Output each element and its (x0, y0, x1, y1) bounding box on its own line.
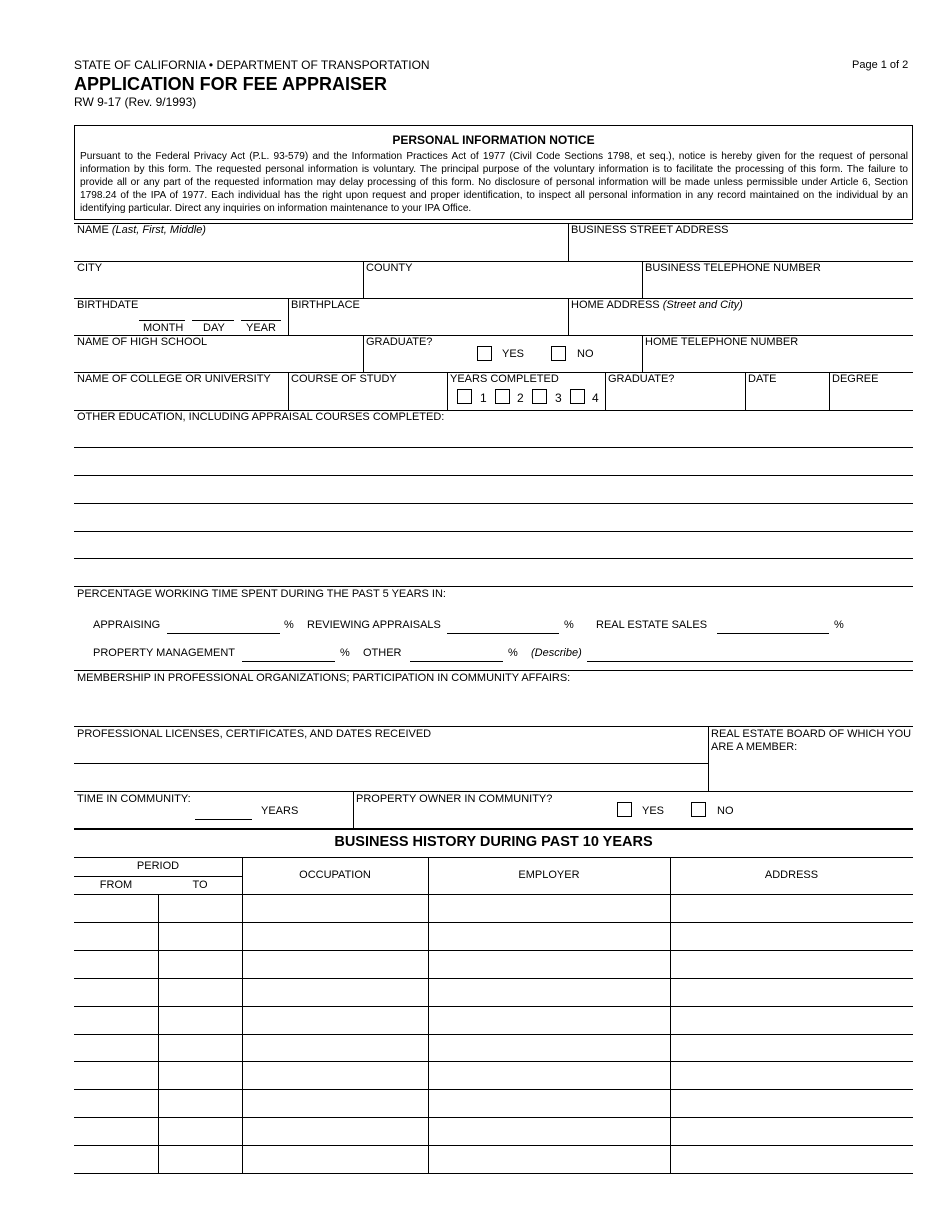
table-row[interactable] (74, 1089, 913, 1090)
other-describe-input[interactable] (587, 661, 913, 662)
property-owner-label: PROPERTY OWNER IN COMMUNITY? (356, 793, 553, 805)
city-field[interactable]: CITY (77, 262, 103, 274)
years-completed-2-label: 2 (517, 391, 524, 405)
years-completed-1-label: 1 (480, 391, 487, 405)
property-owner-no-label: NO (717, 805, 734, 817)
home-telephone-field[interactable]: HOME TELEPHONE NUMBER (645, 336, 799, 348)
high-school-graduate-no-checkbox[interactable] (551, 346, 566, 361)
agency-line: STATE OF CALIFORNIA • DEPARTMENT OF TRANSPORTATION (74, 58, 430, 72)
other-education-label: OTHER EDUCATION, INCLUDING APPRAISAL COURSES COMPLETED: (77, 411, 445, 423)
privacy-notice (74, 125, 913, 220)
form-number: RW 9-17 (Rev. 9/1993) (74, 95, 197, 109)
years-label: YEARS (261, 805, 299, 817)
real-estate-board-field[interactable]: REAL ESTATE BOARD OF WHICH YOU ARE A MEMBER: (711, 728, 912, 753)
years-completed-label: YEARS COMPLETED (450, 373, 559, 385)
appraising-label: APPRAISING (93, 619, 161, 631)
time-spent-label: PERCENTAGE WORKING TIME SPENT DURING THE PAST 5 YEARS IN: (77, 588, 446, 600)
birthdate-year-label: YEAR (246, 322, 276, 334)
to-header: TO (192, 879, 208, 891)
birthplace-field[interactable]: BIRTHPLACE (291, 299, 360, 311)
table-row[interactable] (74, 978, 913, 979)
property-management-percent-sign: % (340, 647, 350, 659)
reviewing-percent-sign: % (564, 619, 574, 631)
appraising-percent-input[interactable] (167, 633, 280, 634)
business-telephone-field[interactable]: BUSINESS TELEPHONE NUMBER (645, 262, 821, 274)
property-management-label: PROPERTY MANAGEMENT (93, 647, 236, 659)
page-number: Page 1 of 2 (852, 59, 909, 71)
other-education-line[interactable] (74, 558, 913, 559)
years-completed-1-checkbox[interactable] (457, 389, 472, 404)
business-history-title: BUSINESS HISTORY DURING PAST 10 YEARS (334, 834, 653, 850)
notice-title: PERSONAL INFORMATION NOTICE (392, 133, 595, 147)
address-header: ADDRESS (764, 869, 819, 881)
table-row[interactable] (74, 894, 913, 895)
occupation-header: OCCUPATION (299, 869, 371, 881)
home-address-field[interactable]: HOME ADDRESS (Street and City) (571, 299, 743, 311)
years-completed-2-checkbox[interactable] (495, 389, 510, 404)
from-header: FROM (99, 879, 133, 891)
degree-field[interactable]: DEGREE (832, 373, 879, 385)
table-row[interactable] (74, 1117, 913, 1118)
real-estate-sales-percent-sign: % (834, 619, 844, 631)
form-title: APPLICATION FOR FEE APPRAISER (74, 74, 388, 94)
other-label: OTHER (363, 647, 402, 659)
table-row[interactable] (74, 1006, 913, 1007)
college-graduate-field[interactable]: GRADUATE? (608, 373, 675, 385)
reviewing-percent-input[interactable] (447, 633, 559, 634)
licenses-field[interactable]: PROFESSIONAL LICENSES, CERTIFICATES, AND DATES RECEIVED (77, 728, 432, 740)
table-row[interactable] (74, 1173, 913, 1174)
high-school-graduate-no-label: NO (577, 348, 594, 360)
table-row[interactable] (74, 1145, 913, 1146)
notice-text: Pursuant to the Federal Privacy Act (P.L. 93-579) and the Information Practices Act of 1977 (Civil Code Sections 1798, et seq.), notice is hereby given for the request of personal information by this form. The requested personal information is voluntary. The principal purpose of the voluntary information is to facilitate the processing of this form. The failure to provide all or any part of the requested information may delay processing of this form. No disclosure of personal information will be made unless permissible under Article 6, Section 1798.24 of the IPA of 1977. Each individual has the right upon request and proper identification, to inspect all personal information in any record maintained on the individual by an identifying particular. Direct any inquiries on information maintenance to your IPA Office. (80, 151, 908, 214)
birthdate-day-label: DAY (203, 322, 225, 334)
other-percent-sign: % (508, 647, 518, 659)
high-school-graduate-yes-label: YES (502, 348, 525, 360)
birthdate-field[interactable]: BIRTHDATE (77, 299, 139, 311)
high-school-field[interactable]: NAME OF HIGH SCHOOL (77, 336, 208, 348)
other-education-line[interactable] (74, 531, 913, 532)
employer-header: EMPLOYER (518, 869, 580, 881)
membership-field[interactable]: MEMBERSHIP IN PROFESSIONAL ORGANIZATIONS; PARTICIPATION IN COMMUNITY AFFAIRS: (77, 672, 571, 684)
property-owner-yes-label: YES (642, 805, 665, 817)
county-field[interactable]: COUNTY (366, 262, 413, 274)
real-estate-sales-label: REAL ESTATE SALES (596, 619, 708, 631)
years-completed-3-checkbox[interactable] (532, 389, 547, 404)
other-education-line[interactable] (74, 447, 913, 448)
course-of-study-field[interactable]: COURSE OF STUDY (291, 373, 397, 385)
table-row[interactable] (74, 1034, 913, 1035)
reviewing-label: REVIEWING APPRAISALS (307, 619, 441, 631)
degree-date-field[interactable]: DATE (748, 373, 777, 385)
other-percent-input[interactable] (410, 661, 503, 662)
years-completed-3-label: 3 (555, 391, 562, 405)
describe-label: (Describe) (531, 647, 582, 659)
years-completed-4-checkbox[interactable] (570, 389, 585, 404)
real-estate-sales-percent-input[interactable] (717, 633, 829, 634)
other-education-line[interactable] (74, 475, 913, 476)
name-field[interactable]: NAME (Last, First, Middle) (77, 224, 206, 236)
period-header: PERIOD (136, 860, 180, 872)
high-school-graduate-yes-checkbox[interactable] (477, 346, 492, 361)
licenses-line[interactable] (74, 763, 708, 764)
other-education-line[interactable] (74, 503, 913, 504)
time-in-community-label: TIME IN COMMUNITY: (77, 793, 191, 805)
college-field[interactable]: NAME OF COLLEGE OR UNIVERSITY (77, 373, 271, 385)
appraising-percent-sign: % (284, 619, 294, 631)
years-completed-4-label: 4 (592, 391, 599, 405)
table-row[interactable] (74, 922, 913, 923)
property-owner-yes-checkbox[interactable] (617, 802, 632, 817)
high-school-graduate-label: GRADUATE? (366, 336, 433, 348)
time-in-community-input[interactable] (195, 819, 252, 820)
property-management-percent-input[interactable] (242, 661, 335, 662)
birthdate-month-label: MONTH (143, 322, 184, 334)
property-owner-no-checkbox[interactable] (691, 802, 706, 817)
business-street-address-field[interactable]: BUSINESS STREET ADDRESS (571, 224, 729, 236)
table-row[interactable] (74, 950, 913, 951)
table-row[interactable] (74, 1061, 913, 1062)
